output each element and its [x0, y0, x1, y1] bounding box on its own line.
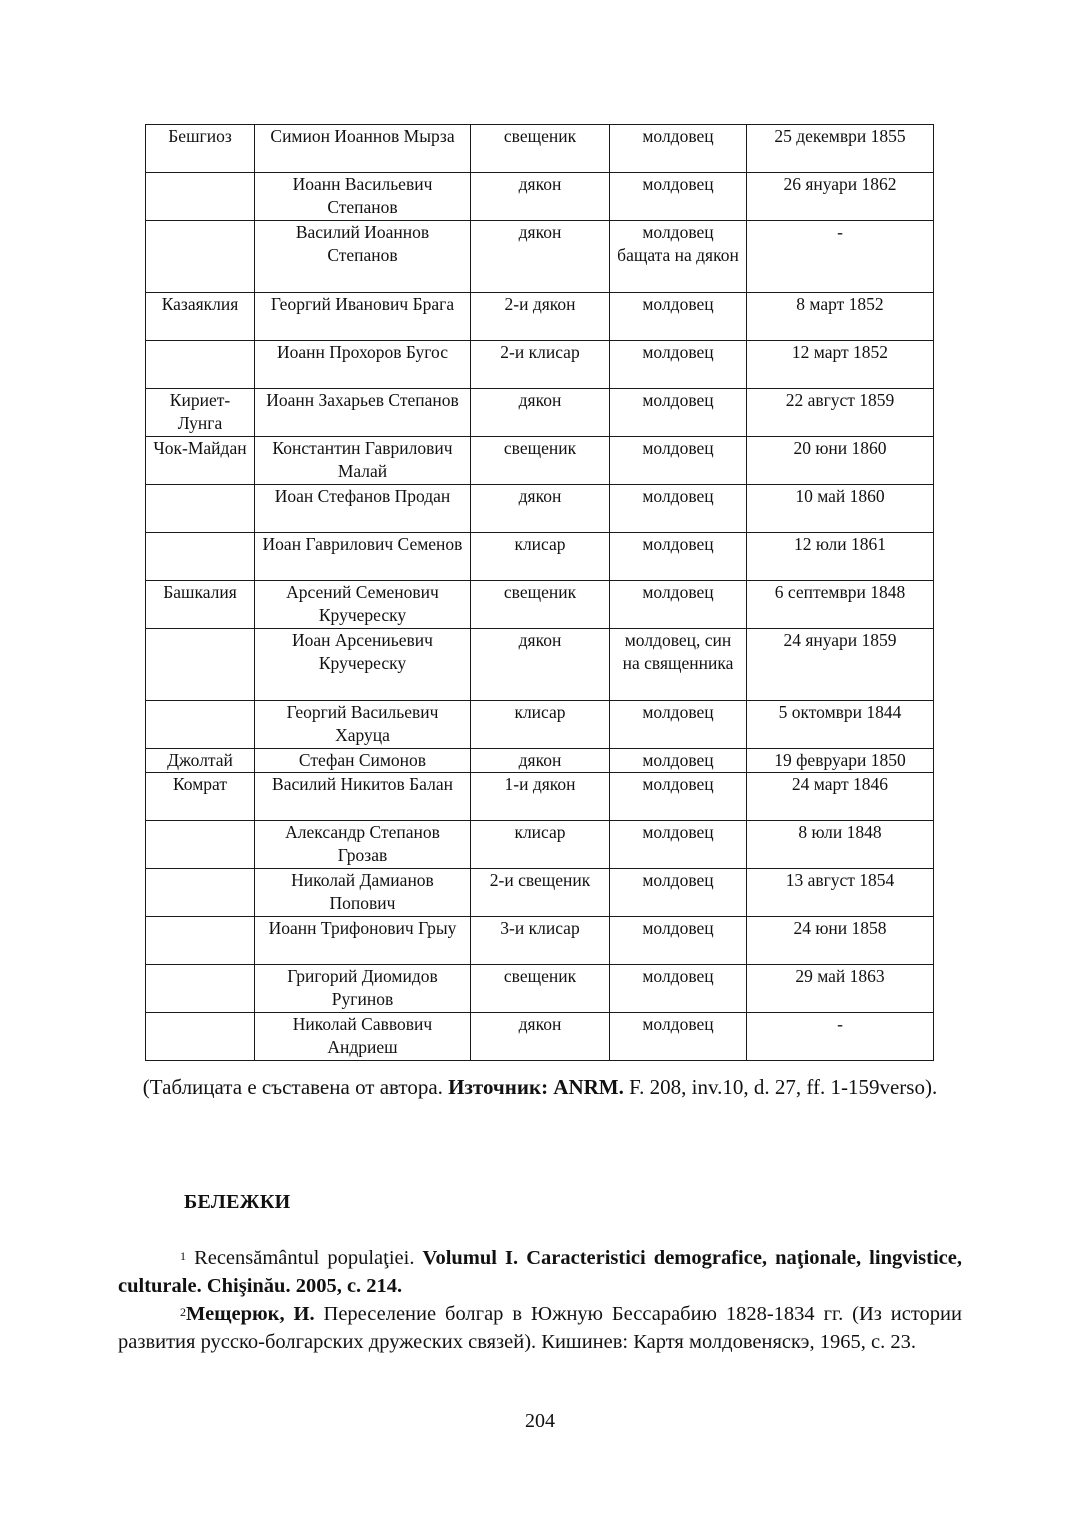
cell-name: Николай Дамианов Попович — [255, 869, 471, 917]
cell-nationality: молдовец — [610, 437, 747, 485]
cell-position: дякон — [471, 749, 610, 773]
cell-date: 24 март 1846 — [747, 773, 934, 821]
cell-name: Иоанн Захарьев Степанов — [255, 389, 471, 437]
cell-village — [146, 221, 255, 293]
cell-village — [146, 701, 255, 749]
footnote-1-bold: Volumul I. Caracteristici demografice, naţionale, lingvistice, culturale. Chişinău. 2005, c. 214. — [118, 1247, 962, 1297]
cell-name: Константин Гаврилович Малай — [255, 437, 471, 485]
table-row — [146, 1013, 934, 1061]
cell-position: 2-и свещеник — [471, 869, 610, 917]
cell-village: Казаяклия — [146, 293, 255, 341]
cell-nationality: молдовец — [610, 389, 747, 437]
table-row — [146, 629, 934, 701]
cell-nationality: молдовец — [610, 917, 747, 965]
cell-date: 13 август 1854 — [747, 869, 934, 917]
cell-name: Арсений Семенович Кручереску — [255, 581, 471, 629]
cell-village — [146, 173, 255, 221]
cell-village — [146, 629, 255, 701]
cell-nationality: молдовец — [610, 533, 747, 581]
cell-name: Иоан Стефанов Продан — [255, 485, 471, 533]
cell-village — [146, 821, 255, 869]
cell-village — [146, 1013, 255, 1061]
caption-prefix: (Таблицата е съставена от автора. — [142, 1075, 449, 1099]
caption-suffix: F. 208, inv.10, d. 27, ff. 1-159verso). — [623, 1075, 938, 1099]
table-caption — [118, 1072, 962, 1103]
cell-position: клисар — [471, 821, 610, 869]
cell-name: Григорий Диомидов Ругинов — [255, 965, 471, 1013]
table-row — [146, 869, 934, 917]
cell-position: 2-и клисар — [471, 341, 610, 389]
cell-nationality: молдовец — [610, 821, 747, 869]
cell-name: Иоанн Трифонович Грыу — [255, 917, 471, 965]
cell-nationality: молдовец — [610, 965, 747, 1013]
cell-name: Иоан Арсениьевич Кручереску — [255, 629, 471, 701]
cell-date: 22 август 1859 — [747, 389, 934, 437]
cell-nationality: молдовец — [610, 173, 747, 221]
cell-name: Георгий Васильевич Харуца — [255, 701, 471, 749]
cell-position: дякон — [471, 221, 610, 293]
cell-nationality: молдовец, син на священника — [610, 629, 747, 701]
table-row — [146, 173, 934, 221]
cell-date: 12 юли 1861 — [747, 533, 934, 581]
cell-position: дякон — [471, 1013, 610, 1061]
caption-source-label: Източник: ANRM. — [448, 1075, 624, 1099]
page-number: 204 — [525, 1410, 555, 1432]
footnote-2-number: 2 — [180, 1305, 186, 1319]
cell-name: Иоан Гаврилович Семенов — [255, 533, 471, 581]
cell-position: дякон — [471, 629, 610, 701]
footnote-1-plain: Recensământul populaţiei. — [186, 1247, 423, 1269]
cell-nationality: молдовец — [610, 581, 747, 629]
table-row — [146, 125, 934, 173]
cell-village: Кириет-Лунга — [146, 389, 255, 437]
cell-name: Александр Степанов Грозав — [255, 821, 471, 869]
cell-date: 8 март 1852 — [747, 293, 934, 341]
cell-position: клисар — [471, 701, 610, 749]
cell-nationality: молдовец — [610, 869, 747, 917]
table-row — [146, 917, 934, 965]
cell-village: Бешгиоз — [146, 125, 255, 173]
cell-position: свещеник — [471, 965, 610, 1013]
footnote-2-bold: Мещерюк, И. — [186, 1303, 315, 1325]
footnote-2-after: Переселение болгар в Южную Бессарабию 1828-1834 гг. (Из истории развития русско-болгарских дружеских связей). Кишинев: Картя молдовеняскэ, 1965, с. 23. — [118, 1303, 962, 1353]
cell-date: 25 декември 1855 — [747, 125, 934, 173]
cell-date: 5 октомври 1844 — [747, 701, 934, 749]
cell-position: 3-и клисар — [471, 917, 610, 965]
table-row — [146, 701, 934, 749]
cell-village: Чок-Майдан — [146, 437, 255, 485]
clergy-table-body — [146, 125, 934, 1061]
cell-position: свещеник — [471, 581, 610, 629]
cell-date: 29 май 1863 — [747, 965, 934, 1013]
cell-date: 6 септември 1848 — [747, 581, 934, 629]
table-row — [146, 485, 934, 533]
table-row — [146, 341, 934, 389]
footnote-2 — [118, 1300, 962, 1356]
cell-village: Комрат — [146, 773, 255, 821]
table-row — [146, 533, 934, 581]
cell-nationality: молдовец — [610, 1013, 747, 1061]
cell-village: Башкалия — [146, 581, 255, 629]
footnote-1-number: 1 — [180, 1249, 186, 1263]
cell-village — [146, 965, 255, 1013]
cell-date: 26 януари 1862 — [747, 173, 934, 221]
cell-position: свещеник — [471, 437, 610, 485]
cell-nationality: молдовец — [610, 485, 747, 533]
cell-date: 10 май 1860 — [747, 485, 934, 533]
table-row — [146, 773, 934, 821]
cell-position: 2-и дякон — [471, 293, 610, 341]
table-row — [146, 749, 934, 773]
cell-village — [146, 533, 255, 581]
cell-name: Георгий Иванович Брага — [255, 293, 471, 341]
cell-nationality: молдовец бащата на дякон — [610, 221, 747, 293]
cell-name: Василий Никитов Балан — [255, 773, 471, 821]
cell-position: клисар — [471, 533, 610, 581]
notes-heading: БЕЛЕЖКИ — [184, 1191, 291, 1213]
table-row — [146, 389, 934, 437]
cell-nationality: молдовец — [610, 773, 747, 821]
cell-name: Николай Саввович Андриеш — [255, 1013, 471, 1061]
table-row — [146, 581, 934, 629]
cell-date: 24 юни 1858 — [747, 917, 934, 965]
cell-name: Василий Иоаннов Степанов — [255, 221, 471, 293]
cell-village: Джолтай — [146, 749, 255, 773]
footnote-1 — [118, 1244, 962, 1300]
table-row — [146, 293, 934, 341]
table-row — [146, 437, 934, 485]
cell-date: 8 юли 1848 — [747, 821, 934, 869]
cell-village — [146, 485, 255, 533]
cell-position: дякон — [471, 173, 610, 221]
cell-position: дякон — [471, 389, 610, 437]
table-row — [146, 965, 934, 1013]
cell-date: 20 юни 1860 — [747, 437, 934, 485]
table-row — [146, 221, 934, 293]
cell-name: Иоанн Васильевич Степанов — [255, 173, 471, 221]
cell-position: свещеник — [471, 125, 610, 173]
cell-date: - — [747, 221, 934, 293]
cell-village — [146, 341, 255, 389]
cell-nationality: молдовец — [610, 293, 747, 341]
cell-nationality: молдовец — [610, 701, 747, 749]
cell-nationality: молдовец — [610, 125, 747, 173]
cell-date: 12 март 1852 — [747, 341, 934, 389]
cell-date: - — [747, 1013, 934, 1061]
cell-nationality: молдовец — [610, 341, 747, 389]
cell-nationality: молдовец — [610, 749, 747, 773]
cell-name: Симион Иоаннов Мырза — [255, 125, 471, 173]
cell-position: дякон — [471, 485, 610, 533]
cell-name: Стефан Симонов — [255, 749, 471, 773]
clergy-table — [145, 124, 934, 1061]
cell-date: 24 януари 1859 — [747, 629, 934, 701]
table-row — [146, 821, 934, 869]
cell-name: Иоанн Прохоров Бугос — [255, 341, 471, 389]
cell-position: 1-и дякон — [471, 773, 610, 821]
cell-date: 19 февруари 1850 — [747, 749, 934, 773]
cell-village — [146, 917, 255, 965]
cell-village — [146, 869, 255, 917]
